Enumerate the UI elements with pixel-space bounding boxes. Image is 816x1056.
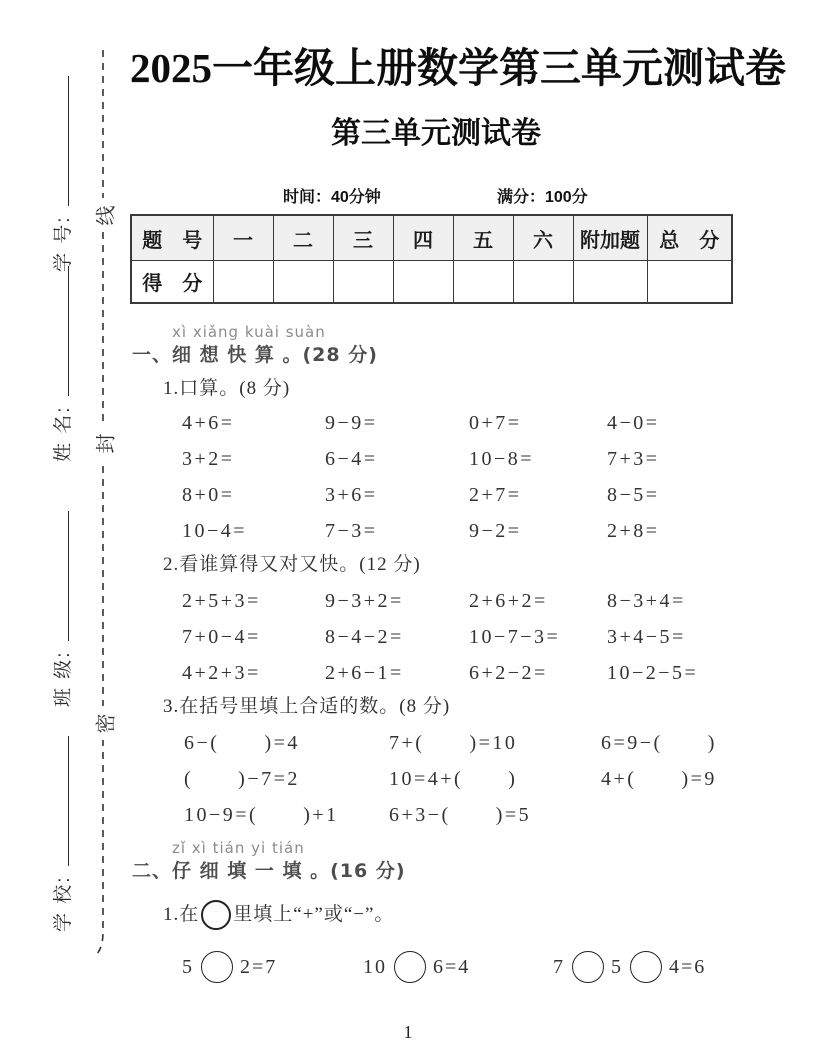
- score-row-label: 得 分: [131, 261, 213, 304]
- empty-circle-icon: [201, 951, 233, 983]
- problem: 4+( )=9: [601, 767, 717, 790]
- problem: 7+( )=10: [389, 731, 518, 754]
- empty-circle-icon: [630, 951, 662, 983]
- section-two-pinyin: zǐ xì tián yi tián: [172, 839, 305, 857]
- problem: 8−5=: [607, 483, 660, 506]
- sub3-title: 3.在括号里填上合适的数。(8 分): [163, 696, 451, 717]
- school-blank: [53, 736, 69, 866]
- name-label: 姓 名:: [53, 405, 74, 462]
- full-score: 满分：100分: [497, 189, 588, 206]
- score-cell: [573, 261, 647, 304]
- problem-row: [130, 513, 742, 549]
- problem-row: [130, 441, 742, 477]
- problem: 4+6=: [182, 411, 235, 434]
- score-cell: [213, 261, 273, 304]
- operand: 4=6: [669, 955, 707, 978]
- student-id-label: 学 号:: [53, 215, 74, 272]
- problem: 10−8=: [469, 447, 535, 470]
- empty-circle-icon: [572, 951, 604, 983]
- score-cell: [513, 261, 573, 304]
- circle-equation-row: [130, 949, 742, 985]
- header-part-6: 六: [513, 215, 573, 261]
- score-table: [130, 214, 733, 304]
- problem: 6+2−2=: [469, 661, 548, 684]
- problem: 6+3−( )=5: [389, 803, 532, 826]
- score-cell: [393, 261, 453, 304]
- instruction-suffix: 里填上“+”或“−”。: [233, 904, 395, 925]
- problem: 7+3=: [607, 447, 660, 470]
- problem: 2+8=: [607, 519, 660, 542]
- problem: 7+0−4=: [182, 625, 261, 648]
- problem-row: [130, 655, 742, 691]
- problem: 6−( )=4: [184, 731, 300, 754]
- section-two-heading: 二、仔 细 填 一 填 。(16 分): [132, 860, 406, 882]
- problem: 10−4=: [182, 519, 248, 542]
- school-label: 学 校:: [53, 875, 74, 932]
- problem: 10−7−3=: [469, 625, 561, 648]
- problem: 4+2+3=: [182, 661, 261, 684]
- problem: 9−2=: [469, 519, 522, 542]
- circle-equation: [182, 951, 363, 983]
- section-one-pinyin: xì xiǎng kuài suàn: [172, 323, 326, 341]
- problem: 10−2−5=: [607, 661, 699, 684]
- speed-calc-problems: [130, 583, 742, 691]
- operand: 10: [363, 955, 387, 978]
- score-table-score-row: [131, 261, 732, 304]
- problem: 2+6+2=: [469, 589, 548, 612]
- problem-row: [130, 477, 742, 513]
- operand: 7: [553, 955, 565, 978]
- class-field: [48, 511, 74, 707]
- exam-meta: [130, 184, 742, 206]
- sub1-title: 1.口算。(8 分): [163, 378, 291, 399]
- score-cell: [333, 261, 393, 304]
- seal-dashed-line: [93, 46, 117, 962]
- circle-equation: [553, 951, 742, 983]
- problem: 9−3+2=: [325, 589, 404, 612]
- problem: 6−4=: [325, 447, 378, 470]
- page-title: 2025一年级上册数学第三单元测试卷: [130, 45, 786, 91]
- time-limit: 时间：40分钟: [283, 189, 381, 206]
- header-part-5: 五: [453, 215, 513, 261]
- header-part-4: 四: [393, 215, 453, 261]
- problem: 8+0=: [182, 483, 235, 506]
- header-part-3: 三: [333, 215, 393, 261]
- operand: 6=4: [433, 955, 471, 978]
- score-cell: [647, 261, 732, 304]
- fill-sign-instruction: [163, 899, 742, 931]
- name-field: [48, 266, 74, 462]
- sub2-title: 2.看谁算得又对又快。(12 分): [163, 554, 421, 575]
- score-cell: [453, 261, 513, 304]
- problem-row: [130, 619, 742, 655]
- problem: 10−9=( )+1: [184, 803, 339, 826]
- problem: 0+7=: [469, 411, 522, 434]
- problem: 3+4−5=: [607, 625, 686, 648]
- problem: 9−9=: [325, 411, 378, 434]
- operand: 5: [611, 955, 623, 978]
- problem: 10=4+( ): [389, 767, 518, 790]
- name-blank: [53, 266, 69, 396]
- main-content: [130, 0, 786, 985]
- empty-circle-icon: [394, 951, 426, 983]
- school-field: [48, 736, 74, 932]
- problem: 4−0=: [607, 411, 660, 434]
- circle-equation: [363, 951, 553, 983]
- score-table-header-row: [131, 215, 732, 261]
- problem: 2+7=: [469, 483, 522, 506]
- problem: ( )−7=2: [184, 767, 300, 790]
- problem-row: [130, 405, 742, 441]
- problem: 8−4−2=: [325, 625, 404, 648]
- instruction-prefix: 1.在: [163, 904, 200, 925]
- problem: 3+6=: [325, 483, 378, 506]
- score-cell: [273, 261, 333, 304]
- header-part-1: 一: [213, 215, 273, 261]
- empty-circle-icon: [201, 900, 231, 930]
- problem: 8−3+4=: [607, 589, 686, 612]
- operand: 5: [182, 955, 194, 978]
- page-subtitle: 第三单元测试卷: [331, 117, 541, 150]
- header-total: 总 分: [647, 215, 732, 261]
- student-id-field: [48, 76, 74, 272]
- oral-calc-problems: [130, 405, 742, 549]
- seal-char-feng: 封: [91, 426, 117, 460]
- seal-char-line: 线: [91, 198, 117, 232]
- problem: 7−3=: [325, 519, 378, 542]
- problem-row: [130, 797, 742, 833]
- student-id-blank: [53, 76, 69, 206]
- class-blank: [53, 511, 69, 641]
- section-one-heading: 一、细 想 快 算 。(28 分): [132, 344, 378, 366]
- fill-bracket-problems: [130, 725, 742, 833]
- header-question-number: 题 号: [131, 215, 213, 261]
- problem: 2+6−1=: [325, 661, 404, 684]
- problem: 2+5+3=: [182, 589, 261, 612]
- problem-row: [130, 725, 742, 761]
- problem-row: [130, 761, 742, 797]
- class-label: 班 级:: [53, 650, 74, 707]
- problem: 6=9−( ): [601, 731, 717, 754]
- problem: 3+2=: [182, 447, 235, 470]
- header-bonus: 附加题: [573, 215, 647, 261]
- operand: 2=7: [240, 955, 278, 978]
- problem-row: [130, 583, 742, 619]
- page-number: 1: [403, 1022, 413, 1042]
- header-part-2: 二: [273, 215, 333, 261]
- seal-char-mi: 密: [91, 706, 117, 740]
